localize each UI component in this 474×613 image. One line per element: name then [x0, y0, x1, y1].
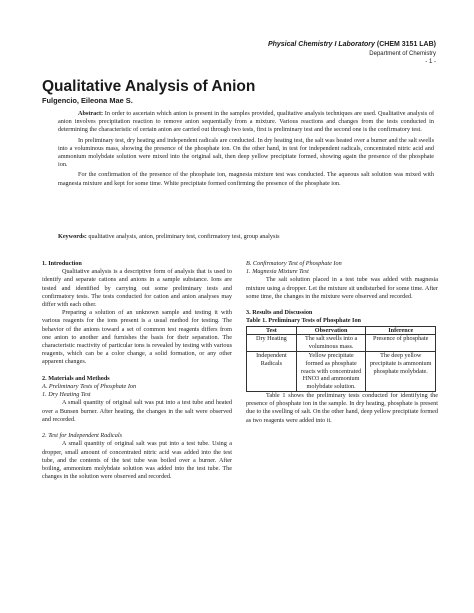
abstract-p3: For the confirmation of the presence of the phosphate ion, magnesia mixture test was conducted. The aqueous salt solution was mixed with magnesia mixture and kept for some time. White precipitate formed confirming the presence of the phosphate ion.	[58, 171, 434, 187]
methods-subheading-2: 2. Test for Independent Radicals	[42, 432, 123, 440]
magnesia-subheading: 1. Magnesia Mixture Test	[246, 268, 309, 276]
introduction-p1: Qualitative analysis is a descriptive form of analysis that is used to identify and separate cations and anions in a sample substance. Ions are tested and identified by carrying out some preliminary tests and confirmatory tests. The tests conducted for cation and anion analyses may differ with each other.	[42, 268, 232, 309]
journal-line	[268, 41, 436, 50]
table-cell: Independent Radicals	[247, 352, 297, 392]
department: Department of Chemistry	[369, 50, 436, 57]
methods-subheading-a: A. Preliminary Tests of Phosphate Ion	[42, 383, 137, 391]
journal-name: Physical Chemistry I Laboratory	[267, 41, 375, 48]
keywords-text: qualitative analysis, anion, preliminary test, confirmatory test, group analysis	[88, 233, 280, 240]
table-header-cell: Test	[247, 326, 297, 335]
results-table	[246, 326, 436, 392]
magnesia-text: The salt solution placed in a test tube was added with magnesia mixture using a dropper. Let the mixture sit undisturbed for some time. After some time, the changes in the mixture were observed and recorded.	[246, 276, 438, 300]
table-header-row	[247, 326, 436, 335]
table-row	[247, 352, 436, 392]
left-column	[42, 260, 232, 481]
radicals-text: A small quantity of original salt was put into a test tube. Using a dropper, small amount of concentrated nitric acid was added into the test tube, and the contents of the test tube was boiled over a burner. After boiling, ammonium molybdate solution was added into the test tube. The changes in the solution were observed and recorded.	[42, 440, 232, 481]
table-cell: The deep yellow precipitate is ammonium phosphate molybdate.	[366, 352, 436, 392]
table-cell: Presence of phosphate	[366, 335, 436, 352]
running-header	[268, 41, 436, 67]
abstract-p2: In preliminary test, dry heating and independent radicals are conducted. In dry heating test, the salt was heated over a burner and the salt swells into a voluminous mass, showing the presence of the phosphate ion. On the other hand, in test for independent radicals, concentrated nitric acid and ammonium molybdate solution were mixed into the original salt, then deep yellow precipitate formed, showing again the presence of the phosphate ion.	[58, 136, 434, 169]
table-cell: The salt swells into a voluminous mass.	[296, 335, 366, 352]
methods-subheading-1: 1. Dry Heating Test	[42, 391, 91, 399]
abstract-label: Abstract:	[78, 110, 104, 117]
page-number: - 1 -	[425, 59, 436, 65]
table-header-cell: Inference	[366, 326, 436, 335]
paper-title: Qualitative Analysis of Anion	[42, 78, 256, 95]
introduction-p2: Preparing a solution of an unknown sample and testing it with various reagents for the ions present is a usual method for testing. The behavior of the anions toward a set of common test reagents differs from one anion to another and furnishes the basis for their separation. The characteristic reactivity of particular ions is revealed by testing with various reagents, which can be a color change, a solid formation, or any other apparent changes.	[42, 309, 232, 366]
table-row	[247, 335, 436, 352]
table-cell: Yellow precipitate formed as phosphate reacts with concentrated HNO3 and ammonium molybdate solution.	[296, 352, 366, 392]
table-discussion-text: Table 1 shows the preliminary tests conducted for identifying the presence of phosphate ion in the sample. In dry heating, phosphate is present due to the swelling of salt. On the other hand, deep yellow precipitate formed as two reagents were added into it.	[246, 391, 438, 424]
confirmatory-subheading: B. Confirmatory Test of Phosphate Ion	[246, 260, 342, 267]
table-caption: Table 1. Preliminary Tests of Phosphate Ion	[246, 317, 361, 325]
abstract-p1	[58, 110, 434, 135]
right-column	[246, 260, 438, 425]
table-header-cell: Observation	[296, 326, 366, 335]
abstract-p1-text: In order to ascertain which anion is present in the samples provided, qualitative analysis techniques are used. Qualitative analysis of anion involves precipitation reaction to remove anion sequentially from a mixture. Various reactions and changes from the tests conducted in determining the characteristic of certain anion are carried out through two tests, first is preliminary test and the second one is the confirmatory test.	[58, 110, 435, 134]
table-cell: Dry Heating	[247, 335, 297, 352]
course-code: (CHEM 3151 LAB)	[376, 41, 436, 48]
abstract	[58, 110, 434, 188]
dry-heating-text: A small quantity of original salt was put into a test tube and heated over a Bunsen burner. After heating, the changes in the salt were observed and recorded.	[42, 399, 232, 423]
keywords	[58, 233, 434, 241]
keywords-label: Keywords:	[58, 233, 87, 240]
paper-authors: Fulgencio, Eileona Mae S.	[42, 96, 133, 105]
results-heading: 3. Results and Discussion	[246, 309, 313, 317]
methods-heading: 2. Materials and Methods	[42, 374, 110, 382]
introduction-heading: 1. Introduction	[42, 260, 82, 267]
